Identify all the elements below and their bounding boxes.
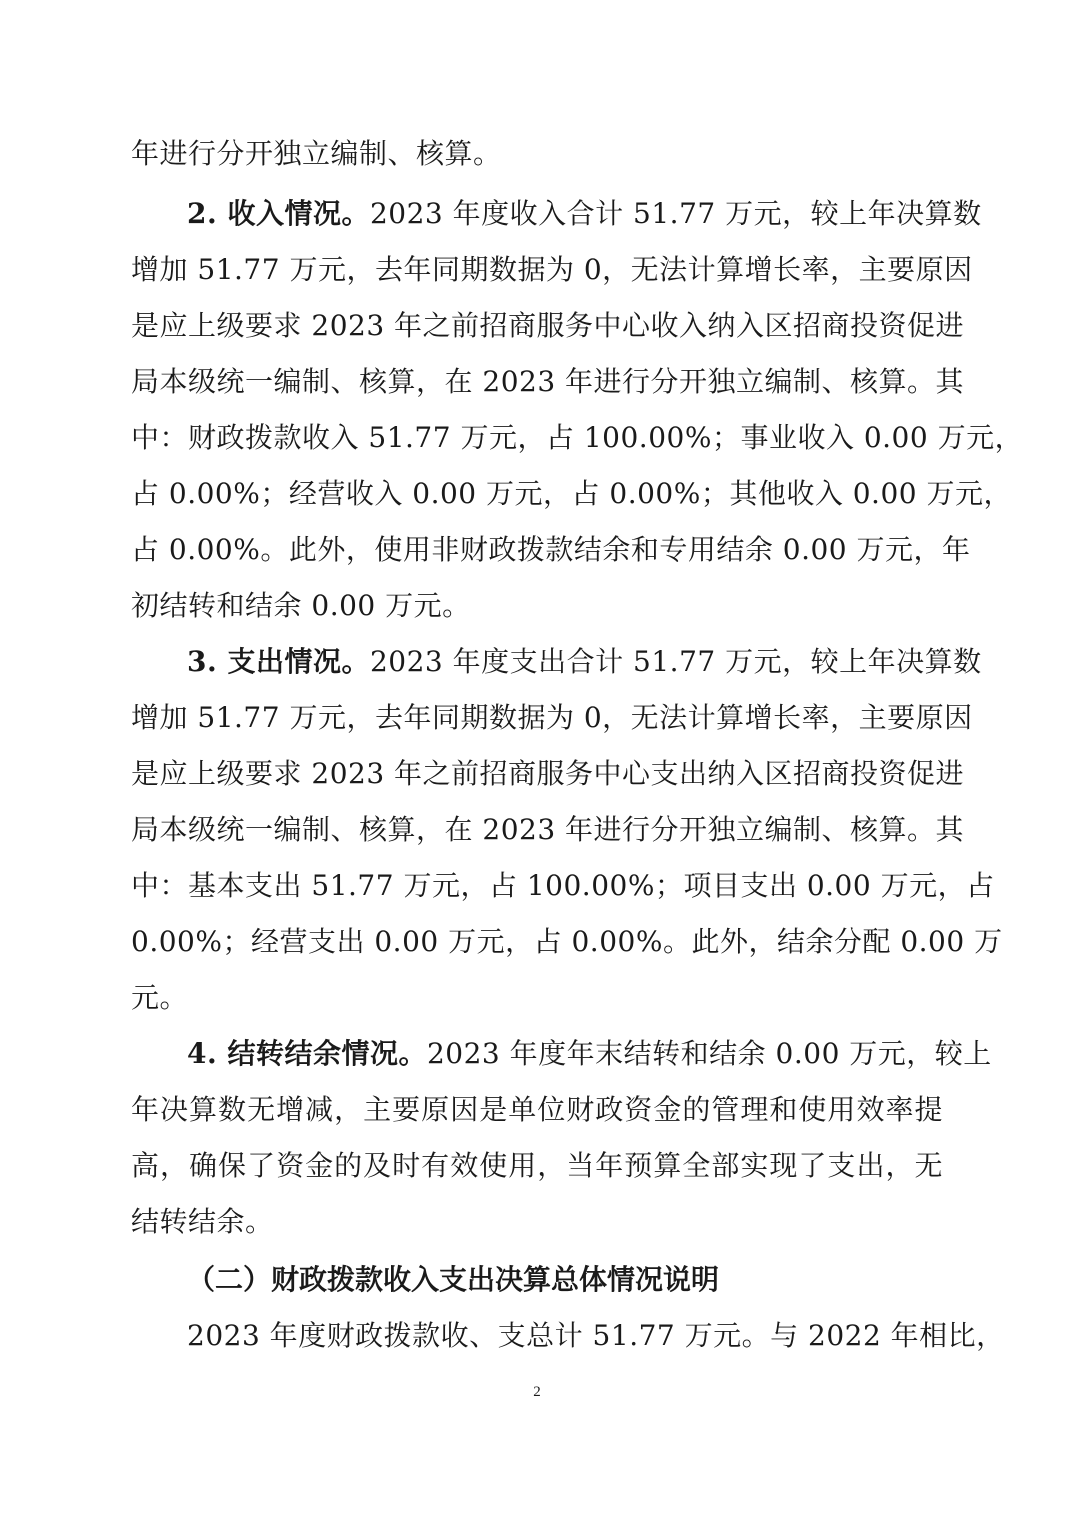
carryover-paragraph-first-line bbox=[187, 1032, 992, 1076]
income-heading: 2. 收入情况。 bbox=[187, 197, 370, 230]
paragraph-text: 2023 年度年末结转和结余 0.00 万元，较上 bbox=[426, 1037, 992, 1070]
paragraph-line: 增加 51.77 万元，去年同期数据为 0，无法计算增长率，主要原因 bbox=[131, 701, 973, 734]
carryover-heading: 4. 结转结余情况。 bbox=[187, 1037, 427, 1070]
paragraph-line: 占 0.00%；经营收入 0.00 万元，占 0.00%；其他收入 0.00 万元， bbox=[131, 477, 1012, 510]
paragraph-line: 元。 bbox=[131, 981, 189, 1014]
paragraph-line: 中：财政拨款收入 51.77 万元，占 100.00%；事业收入 0.00 万元， bbox=[131, 421, 1024, 454]
paragraph-line: 0.00%；经营支出 0.00 万元，占 0.00%。此外，结余分配 0.00 万 bbox=[131, 925, 1003, 958]
paragraph-line: 2023 年度财政拨款收、支总计 51.77 万元。与 2022 年相比， bbox=[187, 1319, 1005, 1352]
paragraph-line: 中：基本支出 51.77 万元，占 100.00%；项目支出 0.00 万元，占 bbox=[131, 869, 995, 902]
paragraph-line: 年进行分开独立编制、核算。 bbox=[131, 137, 502, 170]
paragraph-line: 结转结余。 bbox=[131, 1205, 274, 1238]
paragraph-line: 局本级统一编制、核算，在 2023 年进行分开独立编制、核算。其 bbox=[131, 365, 965, 398]
section-heading: （二）财政拨款收入支出决算总体情况说明 bbox=[187, 1263, 720, 1296]
expenditure-paragraph-first-line bbox=[187, 640, 982, 684]
paragraph-line: 局本级统一编制、核算，在 2023 年进行分开独立编制、核算。其 bbox=[131, 813, 965, 846]
paragraph-line: 占 0.00%。此外，使用非财政拨款结余和专用结余 0.00 万元，年 bbox=[131, 533, 971, 566]
paragraph-line: 是应上级要求 2023 年之前招商服务中心收入纳入区招商投资促进 bbox=[131, 309, 965, 342]
expenditure-heading: 3. 支出情况。 bbox=[187, 645, 370, 678]
paragraph-line: 年决算数无增减，主要原因是单位财政资金的管理和使用效率提 bbox=[131, 1093, 943, 1126]
paragraph-line: 初结转和结余 0.00 万元。 bbox=[131, 589, 471, 622]
paragraph-line: 高，确保了资金的及时有效使用，当年预算全部实现了支出，无 bbox=[131, 1149, 943, 1182]
paragraph-line: 增加 51.77 万元，去年同期数据为 0，无法计算增长率，主要原因 bbox=[131, 253, 973, 286]
paragraph-line: 是应上级要求 2023 年之前招商服务中心支出纳入区招商投资促进 bbox=[131, 757, 965, 790]
page-number: 2 bbox=[533, 1384, 541, 1400]
income-paragraph-first-line bbox=[187, 192, 982, 236]
paragraph-text: 2023 年度收入合计 51.77 万元，较上年决算数 bbox=[369, 197, 982, 230]
paragraph-text: 2023 年度支出合计 51.77 万元，较上年决算数 bbox=[369, 645, 982, 678]
